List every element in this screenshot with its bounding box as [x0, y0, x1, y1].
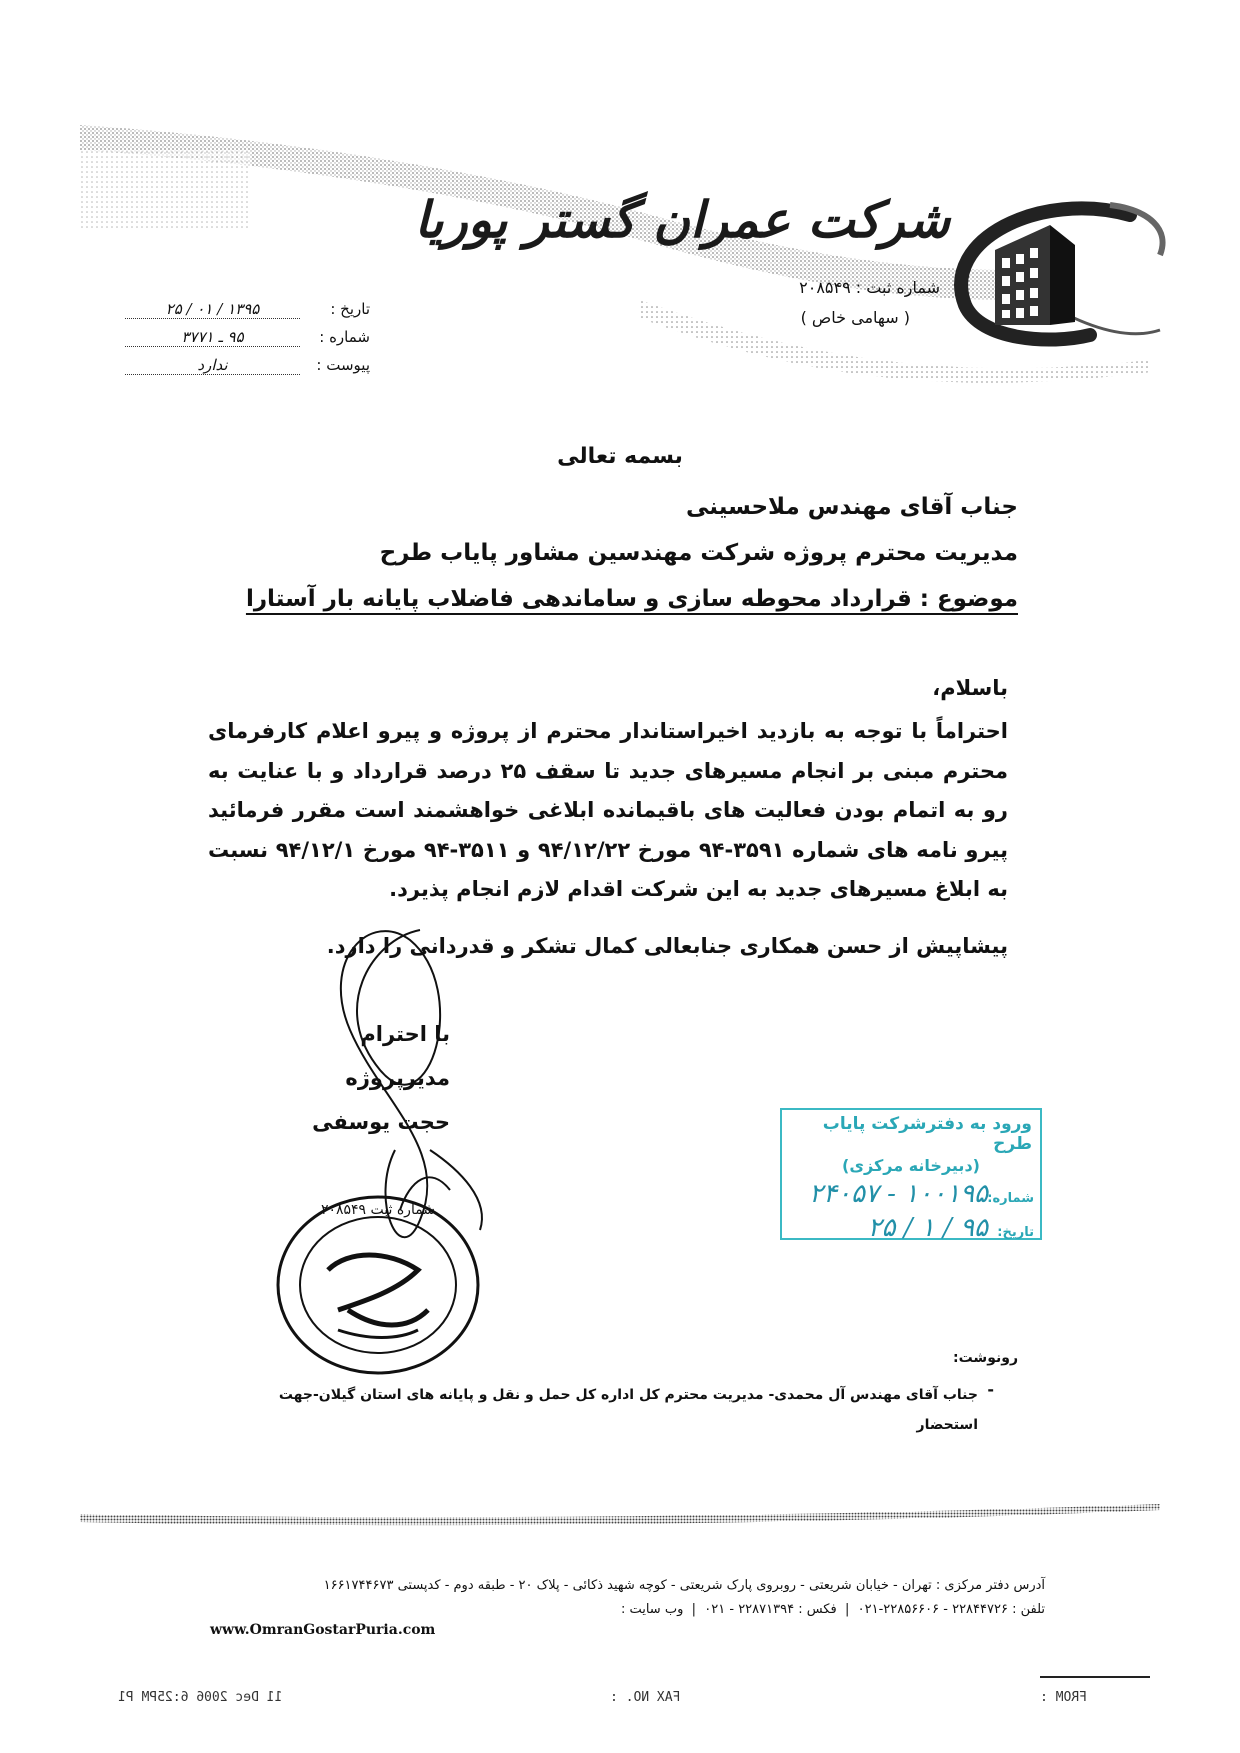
footer-address: آدرس دفتر مرکزی : تهران - خیابان شریعتی - روبروی پارک شریعتی - کوچه شهید ذکائی - پلاک ۲۰ - طبقه دوم - کدپستی ۱۶۶۱۷۴۴۶۷۳ [323, 1578, 1045, 1593]
footer-website-label: وب سایت : [620, 1602, 684, 1617]
attachment-value: ندارد [125, 356, 300, 375]
date-value: ۱۳۹۵ / ۰۱ / ۲۵ [125, 300, 300, 319]
signature-regards: با احترام [360, 1022, 450, 1046]
building-logo-icon [995, 225, 1075, 325]
subject: موضوع : قرارداد محوطه سازی و ساماندهی فاضلاب پایانه بار آستارا [245, 586, 1018, 612]
body-paragraph: احتراماً با توجه به بازدید اخیراستاندار محترم از پروژه و پیرو اعلام کارفرمای محترم مبنی بر انجام مسیرهای جدید تا سقف ۲۵ درصد قرارداد و با عنایت به رو به اتمام بودن فعالیت های باقیمانده ابلاغی خواهشمند است مقرر فرمائید پیرو نامه های شماره ۳۵۹۱-۹۴ مورخ ۹۴/۱۲/۲۲ و ۳۵۱۱-۹۴ مورخ ۹۴/۱۲/۱ نسبت به ابلاغ مسیرهای جدید به این شرکت اقدام لازم انجام پذیرد. [208, 719, 1009, 901]
signature-name: حجت یوسفی [312, 1110, 450, 1134]
date-row [110, 300, 370, 319]
stamp-number-row [782, 1179, 1040, 1209]
stamp-date-label: تاریخ: [997, 1225, 1034, 1240]
receipt-stamp [780, 1108, 1042, 1243]
recipient: جناب آقای مهندس ملاحسینی [686, 494, 1018, 520]
fax-from-label: FROM : [1040, 1690, 1087, 1705]
company-name: شرکت عمران گستر پوریا [414, 190, 950, 249]
footer-contact: تلفن : ۲۲۸۴۴۷۲۶ - ۲۲۸۵۶۶۰۶-۰۲۱ | فکس : ۲۲۸۷۱۳۹۴ - ۰۲۱ | وب سایت : [620, 1602, 1045, 1617]
fax-transmission-line: 11 Dec 2006 6:25PM P1 [118, 1690, 283, 1705]
stamp-line1: ورود به دفترشرکت پایاب طرح [822, 1114, 1032, 1154]
attachment-row [110, 356, 370, 375]
footer-phone: تلفن : ۲۲۸۴۴۷۲۶ - ۲۲۸۵۶۶۰۶-۰۲۱ [857, 1602, 1045, 1617]
number-value: ۹۵ ـ ۳۷۷۱ [125, 328, 300, 347]
stamp-date-row [782, 1213, 1040, 1243]
fax-rule [1040, 1676, 1150, 1678]
fax-no-label: FAX NO. : [610, 1690, 681, 1705]
registration-label: شماره ثبت : [855, 278, 940, 297]
stamp-number-value: ۱۰۰۱۹۵ - ۲۴۰۵۷ [809, 1179, 988, 1209]
closing-line: پیشاپیش از حسن همکاری جنابعالی کمال تشکر و قدردانی را دارد. [326, 934, 1008, 958]
footer-rule [80, 1500, 1160, 1530]
greeting: باسلام، [932, 676, 1008, 700]
registration-line [799, 278, 940, 297]
invocation: بسمه تعالی [557, 444, 683, 469]
cc-label: رونوشت: [953, 1350, 1018, 1366]
recipient-position: مدیریت محترم پروژه شرکت مهندسین مشاور پایاب طرح [379, 540, 1018, 566]
stamp-line2: (دبیرخانه مرکزی) [842, 1156, 980, 1175]
registration-number: ۲۰۸۵۴۹ [799, 278, 851, 297]
seal-text: شماره ثبت ۲۰۸۵۴۹ [320, 1202, 436, 1218]
signature-title: مدیرپروژه [345, 1066, 450, 1090]
company-type: ( سهامی خاص ) [800, 308, 910, 327]
footer-website[interactable]: www.OmranGostarPuria.com [210, 1622, 436, 1638]
cc-text: جناب آقای مهندس آل محمدی- مدیریت محترم کل اداره کل حمل و نقل و پایانه های استان گیلان-جهت استحضار [278, 1387, 978, 1433]
number-row [110, 328, 370, 347]
company-seal [268, 1190, 488, 1380]
stamp-date-value: ۹۵ / ۱ / ۲۵ [867, 1213, 988, 1243]
cc-dash: - [987, 1380, 994, 1399]
attachment-label: پیوست : [316, 356, 370, 374]
number-label: شماره : [319, 328, 370, 346]
footer-fax: فکس : ۲۲۸۷۱۳۹۴ - ۰۲۱ [704, 1602, 837, 1617]
date-label: تاریخ : [330, 300, 370, 318]
stamp-number-label: شماره: [987, 1191, 1034, 1206]
